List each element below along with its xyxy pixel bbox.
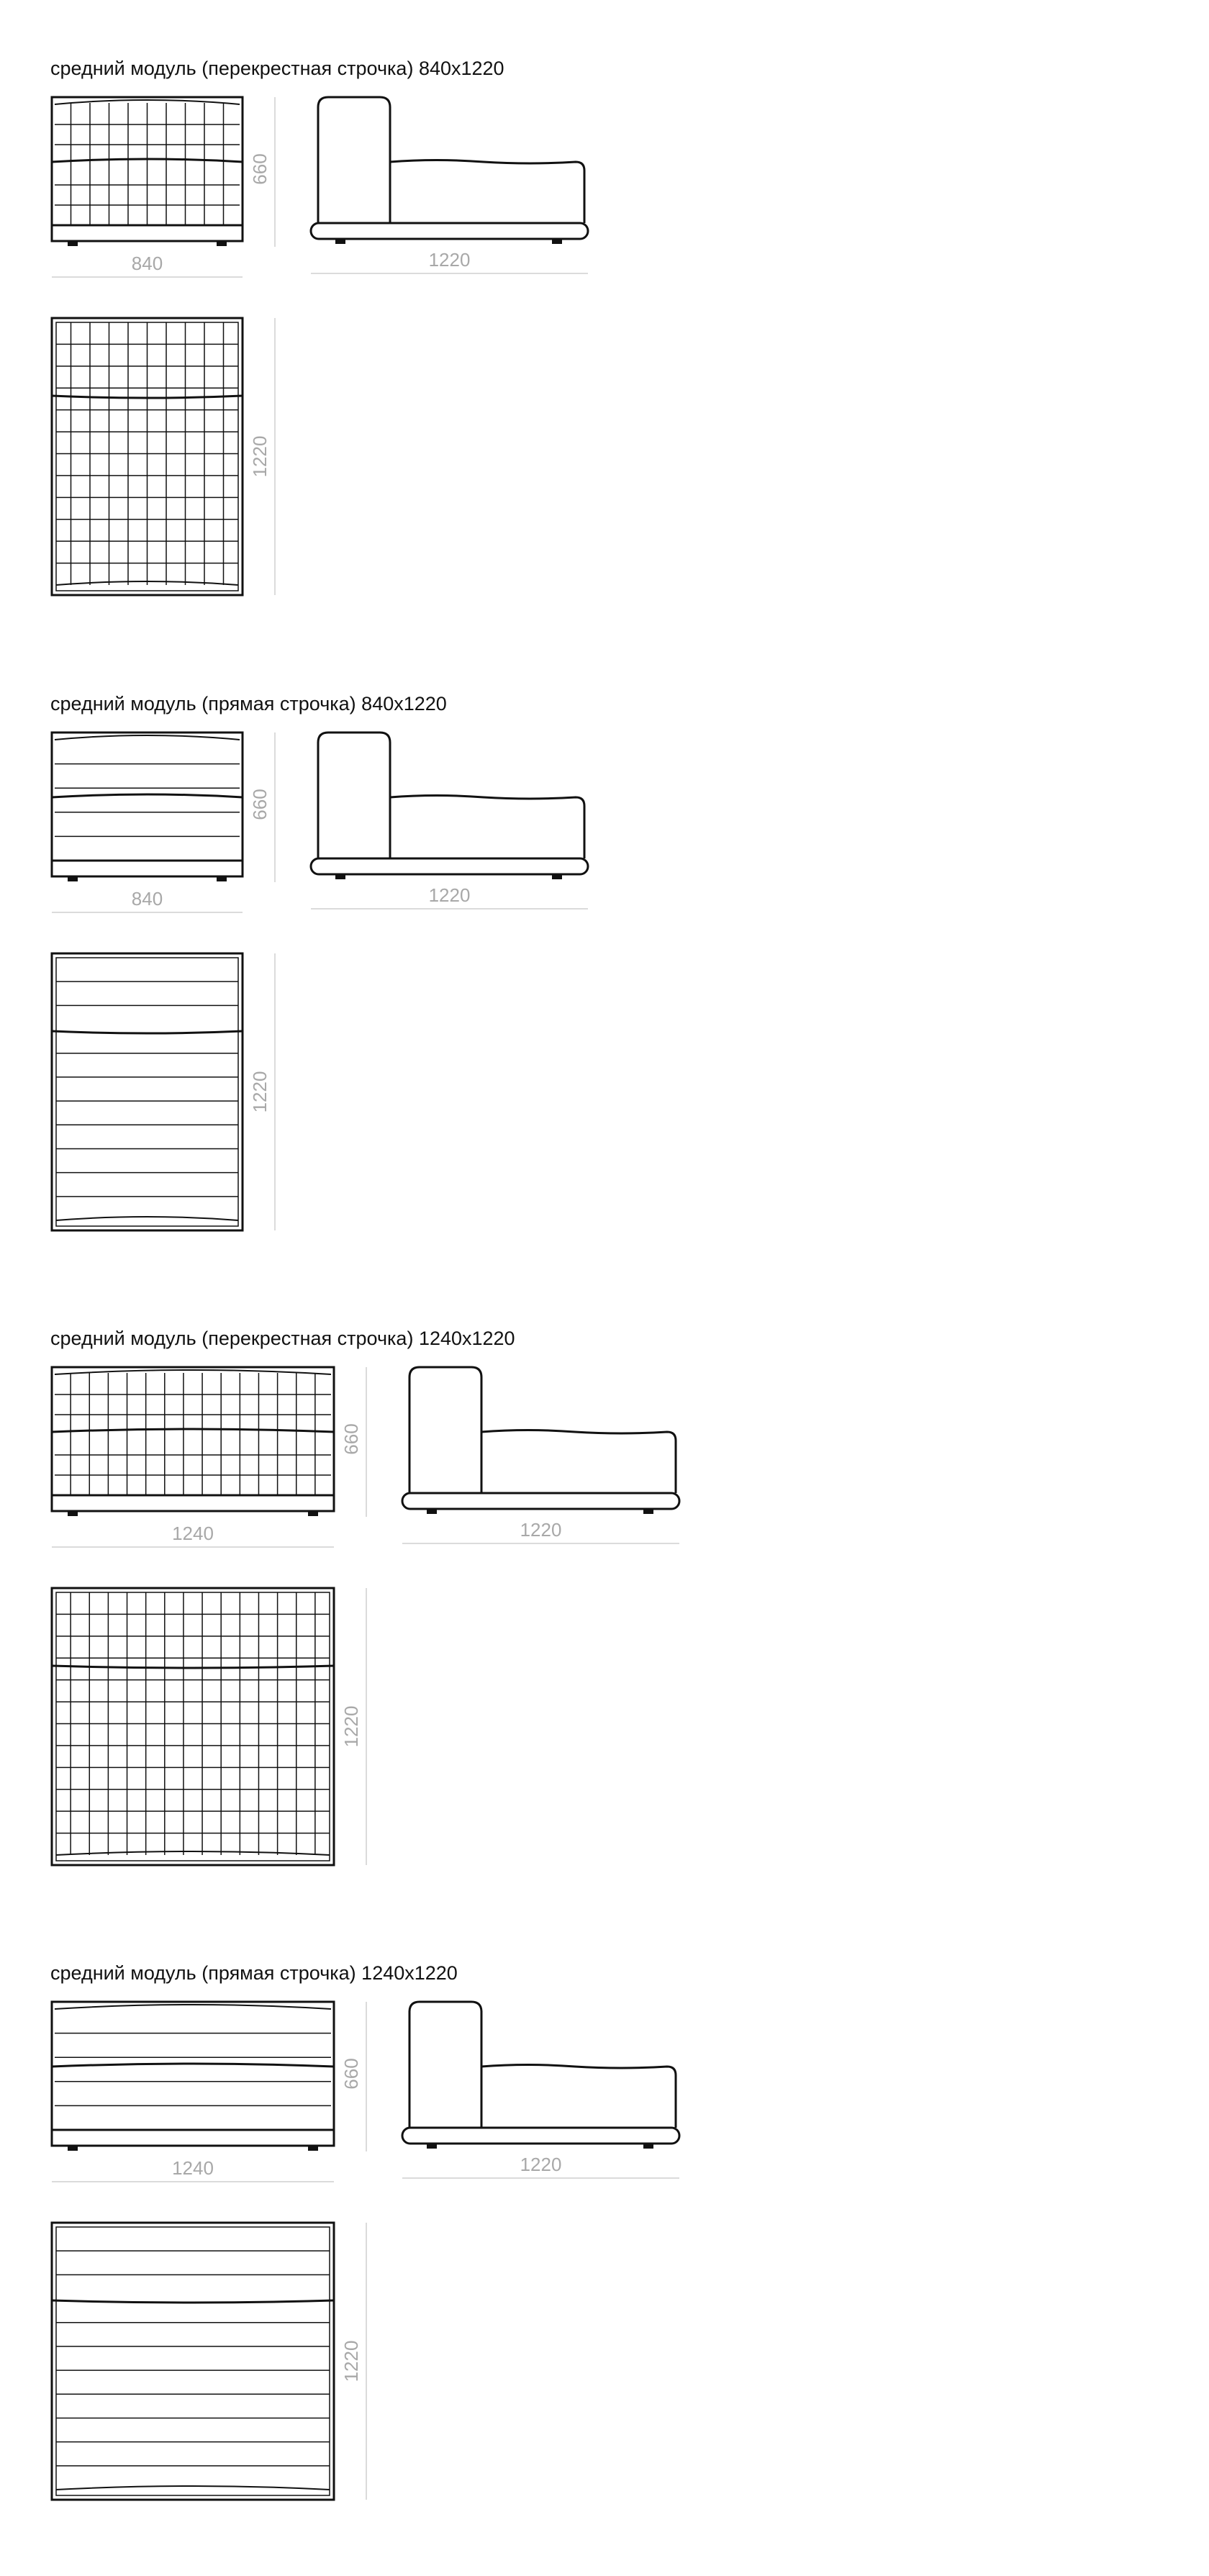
depth-dimension-label: 1220 <box>520 2154 562 2175</box>
section-title-2: средний модуль (прямая строчка) 840x1220 <box>50 693 447 715</box>
height-dimension-label: 660 <box>340 1423 362 1455</box>
plan-view-4 <box>52 2223 366 2500</box>
width-dimension-label: 1240 <box>172 1523 214 1544</box>
height-dimension-label: 660 <box>340 2058 362 2090</box>
width-dimension-label: 840 <box>131 888 163 910</box>
section-title-4: средний модуль (прямая строчка) 1240x1220 <box>50 1962 458 1984</box>
depth-dimension-label: 1220 <box>428 249 471 271</box>
plan-view-1 <box>52 318 275 595</box>
plan-view-3 <box>52 1588 366 1865</box>
height-dimension-label: 660 <box>249 153 271 185</box>
front-view-1 <box>52 97 275 277</box>
side-view-4 <box>402 2002 679 2178</box>
height-dimension-label: 660 <box>249 789 271 820</box>
depth-dimension-label: 1220 <box>428 884 471 906</box>
depth-dimension-label: 1220 <box>520 1519 562 1541</box>
section-title-1: средний модуль (перекрестная строчка) 840x1220 <box>50 58 504 79</box>
side-view-1 <box>311 97 588 273</box>
plan-depth-dimension-label: 1220 <box>340 2340 362 2382</box>
width-dimension-label: 840 <box>131 253 163 274</box>
plan-depth-dimension-label: 1220 <box>249 435 271 478</box>
front-view-4 <box>52 2002 366 2182</box>
front-view-2 <box>52 733 275 912</box>
front-view-3 <box>52 1367 366 1547</box>
width-dimension-label: 1240 <box>172 2157 214 2179</box>
plan-depth-dimension-label: 1220 <box>249 1071 271 1113</box>
plan-depth-dimension-label: 1220 <box>340 1705 362 1748</box>
side-view-3 <box>402 1367 679 1543</box>
plan-view-2 <box>52 953 275 1230</box>
side-view-2 <box>311 733 588 909</box>
section-title-3: средний модуль (перекрестная строчка) 1240x1220 <box>50 1328 515 1349</box>
